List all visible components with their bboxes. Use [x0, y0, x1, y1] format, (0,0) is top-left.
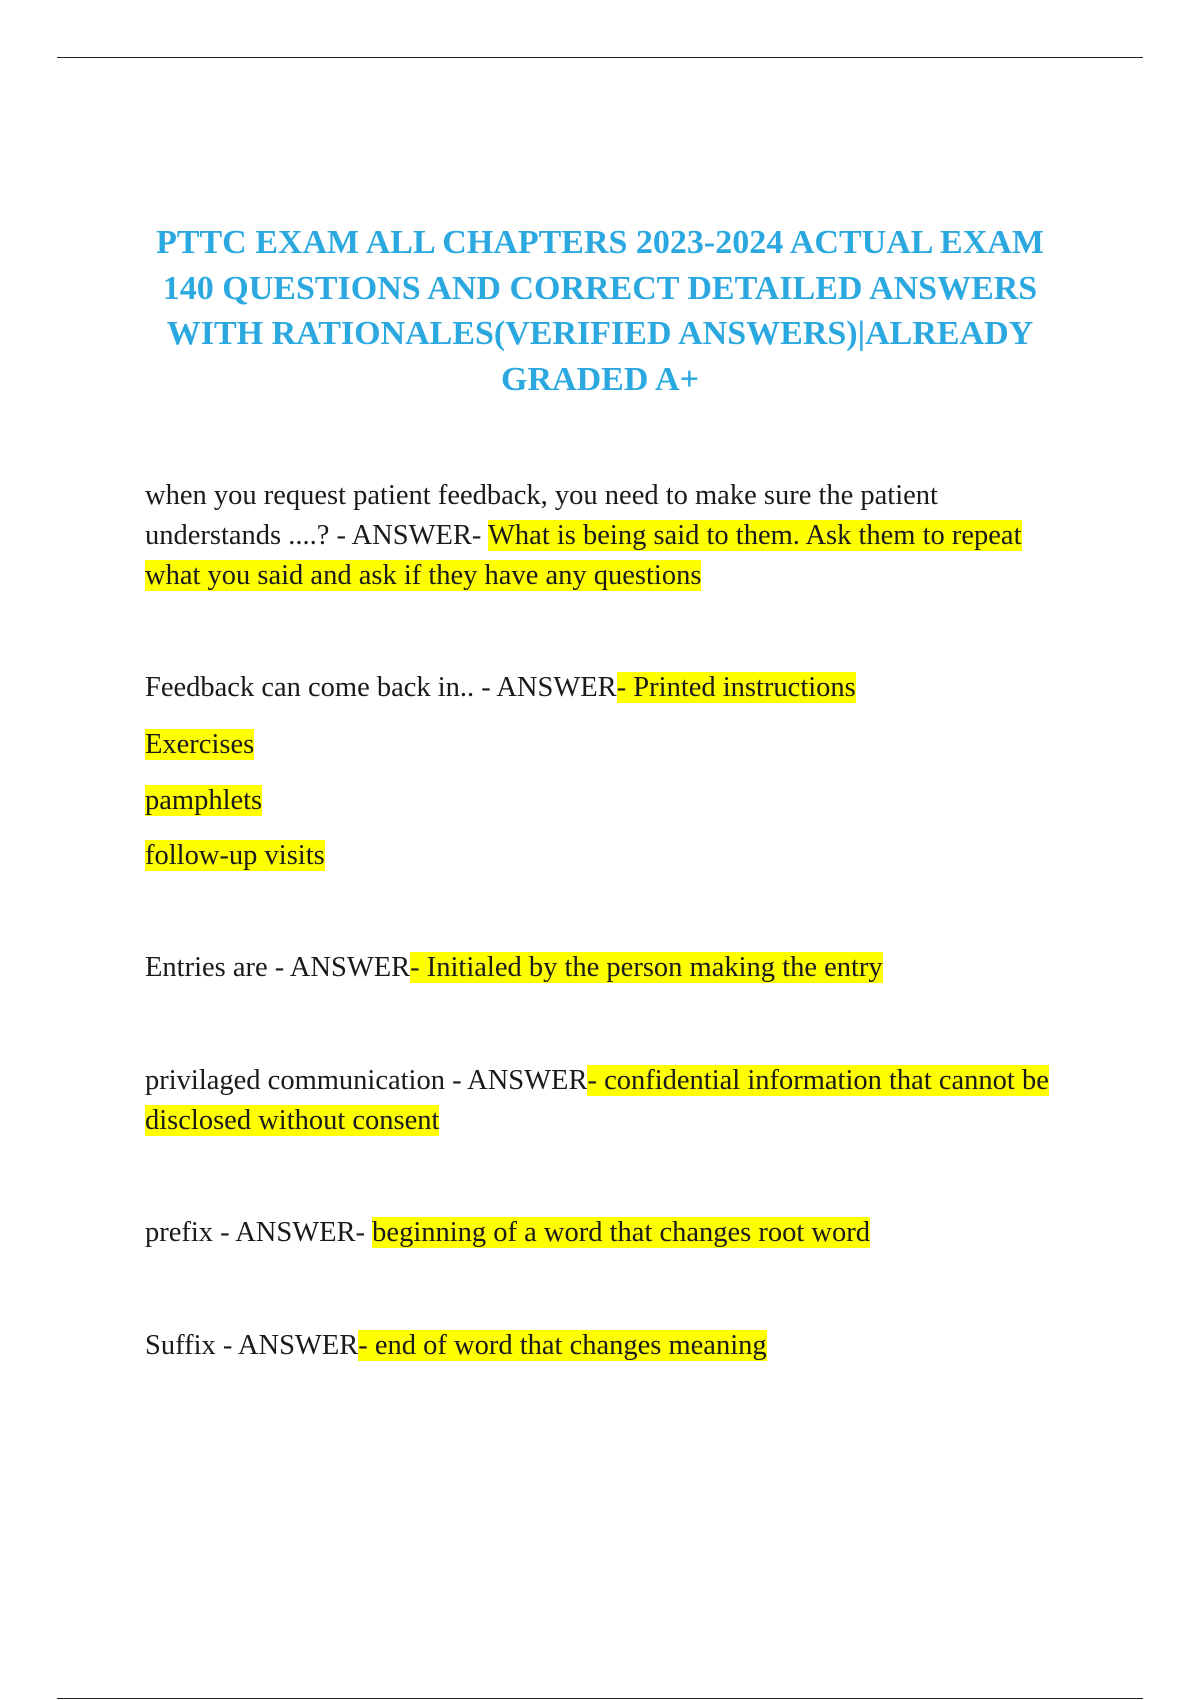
qa-entry-6 — [145, 1326, 1065, 1366]
question-text: Entries are - ANSWER — [145, 952, 411, 983]
qa-entry-4 — [145, 1061, 1065, 1141]
top-rule — [57, 57, 1143, 58]
answer-highlight: - confidential information that cannot be disclosed without consent — [145, 1065, 1049, 1136]
answer-highlight: - Printed instructions — [616, 672, 856, 703]
qa-entry-3 — [145, 948, 1065, 988]
answer-highlight: What is being said to them. Ask them to repeat what you said and ask if they have any questions — [145, 520, 1022, 591]
answer-list-item: follow-up visits — [145, 840, 325, 871]
question-text: Suffix - ANSWER — [145, 1330, 359, 1361]
answer-list-item: Exercises — [145, 729, 255, 760]
document-title: PTTC EXAM ALL CHAPTERS 2023-2024 ACTUAL EXAM 140 QUESTIONS AND CORRECT DETAILED ANSWERS WITH RATIONALES(VERIFIED ANSWERS)|ALREADY GRADED A+ — [156, 224, 1044, 398]
question-text: when you request patient feedback, you need to make sure the patient understands ....? - ANSWER- — [145, 480, 938, 551]
qa-entry-1 — [145, 476, 1065, 596]
question-text: Feedback can come back in.. - ANSWER — [145, 672, 617, 703]
bottom-rule — [57, 1698, 1143, 1699]
qa-entry-5 — [145, 1213, 1065, 1253]
answer-highlight: - Initialed by the person making the entry — [410, 952, 883, 983]
answer-list-item: pamphlets — [145, 785, 263, 816]
answer-highlight: - end of word that changes meaning — [358, 1330, 767, 1361]
answer-highlight: beginning of a word that changes root word — [372, 1217, 871, 1248]
question-text: privilaged communication - ANSWER — [145, 1065, 588, 1096]
qa-entry-2 — [145, 668, 1065, 708]
question-text: prefix - ANSWER- — [145, 1217, 373, 1248]
